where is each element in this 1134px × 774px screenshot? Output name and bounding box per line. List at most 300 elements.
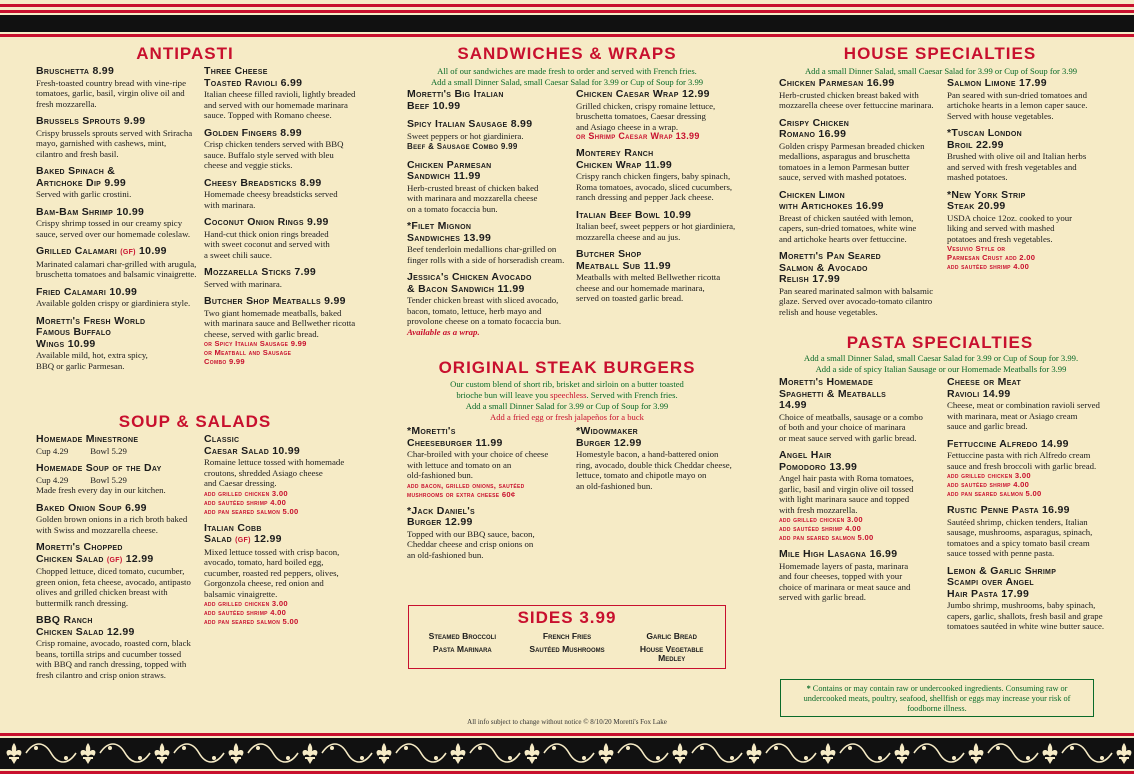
menu-item	[576, 249, 736, 304]
scroll-dot	[1100, 756, 1104, 760]
house-right-column	[947, 78, 1117, 278]
menu-item-addons: add grilled chicken 3.00 add sautéed shrimp 4.00 add pan seared salmon 5.00	[947, 471, 1042, 498]
burgers-sub-speechless: speechless	[550, 390, 587, 400]
menu-item-title: Cheese or Meat Ravioli 14.99	[947, 376, 1022, 400]
gluten-free-badge: (GF)	[120, 249, 136, 256]
menu-item-title: Homemade Minestrone	[36, 433, 139, 445]
menu-item-title: Moretti's Big Italian Beef 10.99	[407, 88, 504, 112]
scroll-dot	[64, 756, 68, 760]
menu-item-title: Fried Calamari 10.99	[36, 285, 138, 298]
menu-item-description: Crispy shrimp tossed in our creamy spicy sauce, served over our homemade coleslaw.	[36, 218, 191, 239]
menu-item-title: Monterey Ranch Chicken Wrap 11.99	[576, 147, 673, 171]
menu-item	[36, 316, 206, 372]
wrap-option: Available as a wrap.	[407, 326, 480, 337]
menu-item-title: Homemade Soup of the Day	[36, 462, 162, 474]
menu-item-title: Crispy Chicken Romano 16.99	[779, 116, 850, 140]
menu-item	[947, 439, 1117, 499]
menu-item	[36, 463, 206, 496]
menu-item-name	[947, 190, 1117, 213]
menu-item	[407, 506, 577, 561]
menu-item-name	[576, 426, 736, 449]
menu-item-title: Baked Onion Soup 6.99	[36, 501, 147, 514]
menu-item-description: Brushed with olive oil and Italian herbs and served with fresh vegetables and mashed potatoes.	[947, 151, 1087, 182]
fleur-de-lis-icon	[303, 743, 318, 764]
menu-item-title: Moretti's Pan Seared Salmon & Avocado Relish 17.99	[779, 250, 882, 285]
menu-item-price: 12.99	[122, 552, 154, 565]
menu-item	[204, 523, 384, 627]
menu-item	[407, 160, 577, 215]
menu-item-description: Crisp romaine, avocado, roasted corn, black beans, tortilla strips and cucumber tossed with BBQ and ranch dressing, topped with fresh cilantro and crisp onion straws.	[36, 638, 191, 680]
menu-item-title: Rustic Penne Pasta 16.99	[947, 504, 1070, 516]
menu-item-name	[36, 207, 206, 219]
menu-item-name	[204, 217, 384, 229]
scroll-dot	[922, 746, 926, 750]
menu-item-title: Chicken Parmesan Sandwich 11.99	[407, 158, 492, 182]
side-item: Garlic Bread	[646, 631, 697, 641]
menu-item-description: Fresh-toasted country bread with vine-ripe tomatoes, garlic, basil, virgin olive oil and fresh mozzarella.	[36, 77, 186, 109]
menu-item-description: Chopped lettuce, diced tomato, cucumber, green onion, feta cheese, avocado, antipasto olives and grilled chicken breast with buttermilk ranch dressing.	[36, 566, 191, 608]
menu-item	[36, 166, 206, 200]
scroll-ornament	[1062, 744, 1112, 762]
menu-item-description: Hand-cut thick onion rings breaded with sweet coconut and served with a sweet chili sauce.	[204, 228, 330, 260]
menu-item	[36, 207, 206, 240]
fleur-de-lis-scroll-border	[0, 738, 1134, 769]
header-stripes	[0, 0, 1134, 40]
disclaimer-text: Contains or may contain raw or undercooked ingredients. Consuming raw or undercooked meats, poultry, seafood, shellfish or eggs may increase your risk of foodborne illness.	[803, 684, 1071, 713]
menu-item-description: Herb-crusted breast of chicken baked with marinara and mozzarella cheese on a tomato focaccia bun.	[407, 182, 539, 214]
side-item: House Vegetable Medley	[639, 644, 704, 663]
menu-item-name	[36, 246, 206, 259]
menu-item-title: Fettuccine Alfredo 14.99	[947, 437, 1069, 450]
menu-item-name	[947, 377, 1117, 400]
menu-item	[779, 78, 947, 111]
sandwiches-sub-line-1: All of our sandwiches are made fresh to order and served with French fries.	[437, 66, 697, 76]
menu-item-name	[576, 249, 736, 272]
menu-item-description: Tender chicken breast with sliced avocado, bacon, tomato, lettuce, herb mayo and provolone cheese on a tomato focaccia bun.	[407, 295, 562, 326]
menu-item	[36, 287, 206, 309]
fleur-de-lis-icon	[155, 743, 170, 764]
menu-item-title: Coconut Onion Rings 9.99	[204, 216, 329, 228]
menu-item-title: *Jack Daniel's Burger 12.99	[407, 504, 475, 528]
menu-item-name	[36, 615, 206, 638]
soup-prices	[36, 446, 206, 457]
menu-item-name	[407, 426, 577, 449]
scroll-dot	[878, 756, 882, 760]
menu-item	[407, 89, 577, 112]
menu-item-description: Grilled chicken, crispy romaine lettuce, bruschetta tomatoes, Caesar dressing and Asiago cheese in a wrap.	[576, 100, 716, 132]
menu-item-title: Jessica's Chicken Avocado & Bacon Sandwich 11.99	[407, 271, 532, 295]
scroll-dot	[182, 746, 186, 750]
menu-item-title: Mile High Lasagna 16.99	[779, 548, 898, 560]
side-item: Pasta Marinara	[432, 644, 492, 654]
menu-item-name	[947, 78, 1117, 90]
menu-item	[36, 246, 206, 280]
menu-item-name	[407, 119, 577, 131]
footer-note: All info subject to change without notice © 8/10/20 Moretti's Fox Lake	[467, 718, 667, 726]
menu-item-title: Baked Spinach & Artichoke Dip 9.99	[36, 165, 127, 189]
menu-item-description: Topped with our BBQ sauce, bacon, Cheddar cheese and crisp onions on an old-fashioned bun.	[407, 528, 535, 560]
menu-item	[947, 128, 1117, 183]
menu-item-title: Angel Hair Pomodoro 13.99	[779, 449, 858, 473]
menu-item-name	[204, 178, 384, 190]
menu-item-description: Golden crispy Parmesan breaded chicken medallions, asparagus and bruschetta tomatoes in a lemon Parmesan butter sauce, served with mashed potatoes.	[779, 140, 925, 182]
menu-item-description: Made fresh every day in our kitchen.	[36, 485, 166, 495]
menu-item-description: Sweet peppers or hot giardiniera.	[407, 130, 524, 141]
soup-left-column	[36, 434, 206, 687]
menu-item-title: Golden Fingers 8.99	[204, 126, 302, 139]
menu-item-description: Italian beef, sweet peppers or hot giardiniera, mozzarella cheese and au jus.	[576, 221, 736, 242]
fleur-de-lis-icon	[451, 743, 466, 764]
menu-item-description: Fettuccine pasta with rich Alfredo cream sauce and fresh broccoli with garlic bread.	[947, 450, 1097, 471]
menu-item-name	[36, 542, 206, 566]
scroll-dot	[212, 756, 216, 760]
antipasti-left-column	[36, 66, 206, 378]
menu-item-name	[779, 251, 947, 286]
scroll-ornament	[840, 744, 890, 762]
menu-item	[204, 217, 384, 260]
cup-price: Cup 4.29	[36, 474, 69, 485]
sandwiches-sub-line-2: Add a small Dinner Salad, small Caesar Salad for 3.99 or Cup of Soup for 3.99	[430, 77, 704, 87]
menu-item-title: *Filet Mignon Sandwiches 13.99	[407, 220, 492, 244]
menu-item-title: Bam-Bam Shrimp 10.99	[36, 205, 145, 218]
menu-item-title: Italian Beef Bowl 10.99	[576, 208, 692, 221]
menu-item-price: 10.99	[135, 245, 167, 257]
house-subtitle: Add a small Dinner Salad, small Caesar Salad for 3.99 or Cup of Soup for 3.99	[804, 66, 1078, 76]
menu-item-name	[36, 463, 206, 475]
scroll-dot	[434, 756, 438, 760]
scroll-dot	[1026, 756, 1030, 760]
menu-item-title: Butcher Shop Meatball Sub 11.99	[576, 248, 671, 272]
scroll-dot	[552, 746, 556, 750]
menu-item-description: Available mild, hot, extra spicy, BBQ or garlic Parmesan.	[36, 350, 148, 371]
menu-item	[576, 210, 736, 243]
fleur-de-lis-icon	[7, 743, 22, 764]
side-item: Sautéed Mushrooms	[529, 644, 605, 654]
scroll-dot	[360, 756, 364, 760]
burgers-sub-line-2	[400, 390, 734, 401]
menu-item	[407, 221, 577, 265]
menu-item-description: Served with garlic crostini.	[36, 189, 132, 199]
menu-item-title: Salmon Limone 17.99	[947, 77, 1047, 89]
menu-item-addons: Vesuvio Style or Parmesan Crust add 2.00 add sautéed shrimp 4.00	[947, 244, 1036, 271]
menu-item-title: Mozzarella Sticks 7.99	[204, 266, 317, 278]
scroll-dot	[848, 746, 852, 750]
menu-item-name	[779, 450, 947, 473]
bowl-price: Bowl 5.29	[90, 474, 127, 485]
sandwiches-right-column	[576, 89, 736, 311]
disclaimer-star: *	[806, 684, 811, 693]
menu-item	[779, 118, 947, 183]
fleur-de-lis-icon	[81, 743, 96, 764]
menu-item-title: Bruschetta 8.99	[36, 65, 115, 77]
menu-item-title: Italian Cobb Salad	[204, 521, 262, 545]
burgers-sub-2c: . Served with French fries.	[586, 390, 678, 400]
menu-item	[36, 542, 206, 608]
menu-item-title: Moretti's Fresh World Famous Buffalo Wings 10.99	[36, 314, 146, 350]
menu-item-description: Breast of chicken sautéed with lemon, capers, sun-dried tomatoes, white wine and artichoke hearts over fettuccine.	[779, 212, 917, 244]
menu-item-name	[947, 439, 1117, 451]
menu-item	[407, 272, 577, 337]
bowl-price: Bowl 5.29	[90, 445, 127, 456]
menu-item-name	[947, 505, 1117, 517]
gluten-free-badge: (GF)	[235, 537, 251, 544]
menu-item	[779, 549, 947, 603]
fleur-de-lis-icon	[969, 743, 984, 764]
burgers-sub-line-3: Add a small Dinner Salad for 3.99 or Cup of Soup for 3.99	[465, 401, 669, 411]
soup-right-column	[204, 434, 384, 633]
menu-item	[576, 426, 736, 491]
menu-item-extra: Beef & Sausage Combo 9.99	[407, 142, 518, 151]
soup-salads-title: SOUP & SALADS	[118, 412, 272, 431]
fleur-de-lis-icon	[895, 743, 910, 764]
menu-item-name	[36, 316, 206, 351]
menu-item-description: Meatballs with melted Bellwether ricotta cheese and our homemade marinara, served on toasted garlic bread.	[576, 272, 721, 303]
pasta-right-column	[947, 377, 1117, 639]
menu-item	[204, 178, 384, 211]
burgers-left-column	[407, 426, 577, 567]
fleur-de-lis-icon	[821, 743, 836, 764]
menu-item-addons: add grilled chicken 3.00 add sautéed shrimp 4.00 add pan seared salmon 5.00	[204, 488, 299, 516]
scroll-ornament	[248, 744, 298, 762]
menu-item-name	[407, 272, 577, 295]
scroll-dot	[804, 756, 808, 760]
menu-item-name	[779, 190, 947, 213]
menu-item-description: Pan seared marinated salmon with balsamic glaze. Served over avocado-tomato cilantro relish and house vegetables.	[779, 285, 934, 317]
menu-item-description: Beef tenderloin medallions char-grilled on finger rolls with a side of horseradish cream.	[407, 244, 565, 265]
menu-item-name	[576, 89, 736, 101]
fleur-de-lis-icon	[599, 743, 614, 764]
menu-item	[576, 89, 736, 141]
scroll-dot	[256, 746, 260, 750]
scroll-dot	[286, 756, 290, 760]
menu-item-description: Crispy brussels sprouts served with Sriracha mayo, garnished with cashews, mint, cilantro and fresh basil.	[36, 127, 193, 159]
pasta-sub-line-2: Add a side of spicy Italian Sausage or our Homemade Meatballs for 3.99	[815, 364, 1067, 374]
menu-item-description: Homemade layers of pasta, marinara and four cheeses, topped with your choice of marinara or meat sauce and served with garlic bread.	[779, 560, 911, 602]
menu-item-description: USDA choice 12oz. cooked to your liking and served with mashed potatoes and fresh vegetables.	[947, 212, 1073, 244]
menu-item-addons: add grilled chicken 3.00 add sautéed shrimp 4.00 add pan seared salmon 5.00	[204, 599, 299, 626]
menu-item	[947, 566, 1117, 632]
menu-item	[204, 128, 384, 171]
menu-item-addon: or Shrimp Caesar Wrap 13.99	[576, 131, 700, 141]
scroll-dot	[330, 746, 334, 750]
menu-item-description: Mixed lettuce tossed with crisp bacon, avocado, tomato, hard boiled egg, cucumber, roasted red peppers, olives, Gorgonzola cheese, red onion and balsamic vinaigrette.	[204, 546, 340, 599]
menu-item-title: Three Cheese Toasted Ravioli 6.99	[204, 65, 303, 89]
gluten-free-badge: (GF)	[106, 556, 123, 564]
fleur-de-lis-icon	[229, 743, 244, 764]
sandwiches-left-column	[407, 89, 577, 344]
menu-item-name	[204, 128, 384, 140]
scroll-ornament	[914, 744, 964, 762]
menu-item-description: Choice of meatballs, sausage or a combo of both and your choice of marinara or meat sauce served with garlic bread.	[779, 411, 923, 443]
menu-item-title: Brussels Sprouts 9.99	[36, 115, 146, 127]
menu-item-title: Chicken Parmesan 16.99	[779, 77, 895, 89]
menu-item-title: Moretti's Chopped Chicken Salad	[36, 541, 123, 565]
fleur-de-lis-icon	[1117, 743, 1132, 764]
scroll-ornament	[26, 744, 76, 762]
menu-item	[779, 450, 947, 542]
menu-item	[779, 251, 947, 317]
menu-item-name	[407, 221, 577, 244]
scroll-ornament	[396, 744, 446, 762]
menu-item-addons: add bacon, grilled onions, sautéed mushrooms or extra cheese 60¢	[407, 480, 525, 499]
menu-item	[36, 116, 206, 159]
menu-item	[36, 615, 206, 680]
scroll-dot	[478, 746, 482, 750]
menu-item-name	[36, 434, 206, 446]
menu-item-description: Cheese, meat or combination ravioli served with marinara, meat or Asiago cream sauce and garlic bread.	[947, 400, 1100, 431]
side-item: Steamed Broccoli	[428, 631, 496, 641]
scroll-dot	[582, 756, 586, 760]
menu-item-name	[36, 287, 206, 299]
menu-item-description: Crisp chicken tenders served with BBQ sauce. Buffalo style served with bleu cheese and veggie sticks.	[204, 139, 344, 170]
menu-item-title: Moretti's Homemade Spaghetti & Meatballs 14.99	[779, 376, 887, 411]
scroll-ornament	[544, 744, 594, 762]
menu-item	[576, 148, 736, 203]
house-specialties-title: HOUSE SPECIALTIES	[843, 44, 1037, 63]
menu-item-description: Available golden crispy or giardiniera style.	[36, 298, 191, 308]
scroll-ornament	[470, 744, 520, 762]
menu-item-name	[407, 160, 577, 183]
pasta-sub-line-1: Add a small Dinner Salad, small Caesar Salad for 3.99 or Cup of Soup for 3.99.	[803, 353, 1079, 363]
menu-item-title: *Tuscan London Broil 22.99	[947, 127, 1022, 151]
menu-item-addons: or Spicy Italian Sausage 9.99 or Meatball and Sausage Combo 9.99	[204, 339, 307, 366]
scroll-ornament	[100, 744, 150, 762]
pasta-left-column	[779, 377, 947, 610]
menu-item-name	[407, 506, 577, 529]
scroll-dot	[626, 746, 630, 750]
menu-item	[947, 190, 1117, 272]
antipasti-title: ANTIPASTI	[136, 44, 234, 63]
menu-item-title: Classic Caesar Salad 10.99	[204, 433, 301, 457]
menu-item-description: Marinated calamari char-grilled with arugula, bruschetta tomatoes and balsamic vinaigrette.	[36, 258, 197, 279]
menu-item-description: Two giant homemade meatballs, baked with marinara sauce and Bellwether ricotta cheese, served with garlic bread.	[204, 307, 356, 339]
menu-item-name	[779, 78, 947, 90]
menu-item	[204, 296, 384, 366]
menu-item	[36, 434, 206, 456]
menu-item-title: Spicy Italian Sausage 8.99	[407, 118, 533, 130]
menu-item-name	[204, 434, 384, 457]
menu-item-name	[779, 377, 947, 412]
burgers-sub-line-4: Add a fried egg or fresh jalapeños for a buck	[490, 412, 644, 422]
fleur-de-lis-icon	[1043, 743, 1058, 764]
burgers-title: ORIGINAL STEAK BURGERS	[438, 358, 696, 377]
fleur-de-lis-icon	[747, 743, 762, 764]
menu-item	[779, 190, 947, 245]
menu-item-title: Grilled Calamari	[36, 245, 118, 257]
scroll-dot	[656, 756, 660, 760]
scroll-ornament	[322, 744, 372, 762]
menu-item-description: Golden brown onions in a rich broth baked with Swiss and mozzarella cheese.	[36, 514, 188, 535]
menu-item-name	[36, 166, 206, 189]
scroll-dot	[700, 746, 704, 750]
burgers-sub-line-1: Our custom blend of short rib, brisket and sirloin on a butter toasted	[450, 379, 684, 389]
menu-item	[204, 434, 384, 516]
menu-item-title: Lemon & Garlic Shrimp Scampi over Angel Hair Pasta 17.99	[947, 564, 1057, 600]
menu-item-name	[576, 148, 736, 171]
menu-item-price: 12.99	[250, 533, 282, 545]
raw-food-disclaimer	[780, 679, 1094, 717]
footer-border	[0, 733, 1134, 774]
menu-item	[947, 505, 1117, 559]
menu-item-name	[779, 118, 947, 141]
menu-item-title: *New York Strip Steak 20.99	[947, 188, 1026, 212]
menu-item-name	[36, 66, 206, 78]
cup-price: Cup 4.29	[36, 445, 69, 456]
menu-item-description: Herb-crusted chicken breast baked with mozzarella cheese over fettuccine marinara.	[779, 89, 934, 110]
menu-item	[779, 377, 947, 443]
menu-item-name	[407, 89, 577, 112]
soup-prices	[36, 475, 206, 486]
menu-item-name	[36, 116, 206, 128]
menu-item-description: Pan seared with sun-dried tomatoes and artichoke hearts in a lemon caper sauce. Served with house vegetables.	[947, 89, 1088, 121]
scroll-dot	[34, 746, 38, 750]
scroll-ornament	[988, 744, 1038, 762]
scroll-dot	[404, 746, 408, 750]
menu-item	[947, 78, 1117, 121]
menu-item-title: Butcher Shop Meatballs 9.99	[204, 295, 346, 307]
scroll-dot	[730, 756, 734, 760]
menu-item-description: Jumbo shrimp, mushrooms, baby spinach, capers, garlic, shallots, fresh basil and grape tomatoes sautéed in white wine butter sauce.	[947, 600, 1105, 631]
scroll-dot	[508, 756, 512, 760]
side-item: French Fries	[542, 631, 592, 641]
menu-item-description: Homestyle bacon, a hand-battered onion ring, avocado, double thick Cheddar cheese, lettuce, tomato and chipotle mayo on an old-fashioned bun.	[576, 449, 732, 491]
fleur-de-lis-icon	[377, 743, 392, 764]
menu-item-name	[947, 128, 1117, 151]
sides-list	[410, 632, 724, 663]
sandwiches-title: SANDWICHES & WRAPS	[457, 44, 677, 63]
scroll-ornament	[692, 744, 742, 762]
menu-item-title: *Widowmaker Burger 12.99	[576, 425, 642, 449]
scroll-dot	[952, 756, 956, 760]
scroll-ornament	[618, 744, 668, 762]
menu-item-name	[204, 296, 384, 308]
menu-item-description: Romaine lettuce tossed with homemade croutons, shredded Asiago cheese and Caesar dressing.	[204, 457, 345, 488]
scroll-dot	[774, 746, 778, 750]
menu-item-title: BBQ Ranch Chicken Salad 12.99	[36, 614, 135, 638]
menu-item	[947, 377, 1117, 432]
burgers-subtitle	[400, 379, 734, 423]
menu-item-description: Italian cheese filled ravioli, lightly breaded and served with our homemade marinara sauce. Topped with Romano cheese.	[204, 89, 356, 120]
menu-item-addons: add grilled chicken 3.00 add sautéed shrimp 4.00 add pan seared salmon 5.00	[779, 515, 874, 542]
menu-item-description: Crispy ranch chicken fingers, baby spinach, Roma tomatoes, avocado, sliced cucumbers, ranch dressing and pepper Jack cheese.	[576, 171, 733, 202]
menu-item-name	[204, 523, 384, 547]
menu-item	[36, 66, 206, 109]
menu-item-title: Cheesy Breadsticks 8.99	[204, 176, 322, 189]
menu-item	[204, 66, 384, 121]
menu-item	[204, 267, 384, 289]
scroll-dot	[138, 756, 142, 760]
menu-item	[407, 426, 577, 499]
menu-item-name	[947, 566, 1117, 601]
menu-item-name	[204, 66, 384, 89]
fleur-de-lis-icon	[525, 743, 540, 764]
menu-item-description: Sautéed shrimp, chicken tenders, Italian sausage, mushrooms, asparagus, spinach, tomatoes and a spicy tomato basil cream sauce tossed with penne pasta.	[947, 516, 1093, 558]
menu-item-title: *Moretti's Cheeseburger 11.99	[407, 425, 503, 449]
menu-item-description: Angel hair pasta with Roma tomatoes, garlic, basil and virgin olive oil tossed with light marinara sauce and topped with fresh mozzarella.	[779, 473, 914, 515]
menu-item	[407, 119, 577, 153]
sides-title: SIDES 3.99	[517, 608, 617, 627]
menu-item-description: Served with marinara.	[204, 278, 282, 289]
menu-item-description: Homemade cheesy breadsticks served with marinara.	[204, 189, 338, 210]
scroll-dot	[996, 746, 1000, 750]
menu-item	[36, 503, 206, 536]
menu-item-name	[36, 503, 206, 515]
menu-item-title: Chicken Limon with Artichokes 16.99	[779, 188, 884, 212]
scroll-ornament	[766, 744, 816, 762]
scroll-dot	[1070, 746, 1074, 750]
burgers-sub-2a: brioche bun will leave you	[456, 390, 551, 400]
pasta-subtitle	[776, 353, 1106, 375]
